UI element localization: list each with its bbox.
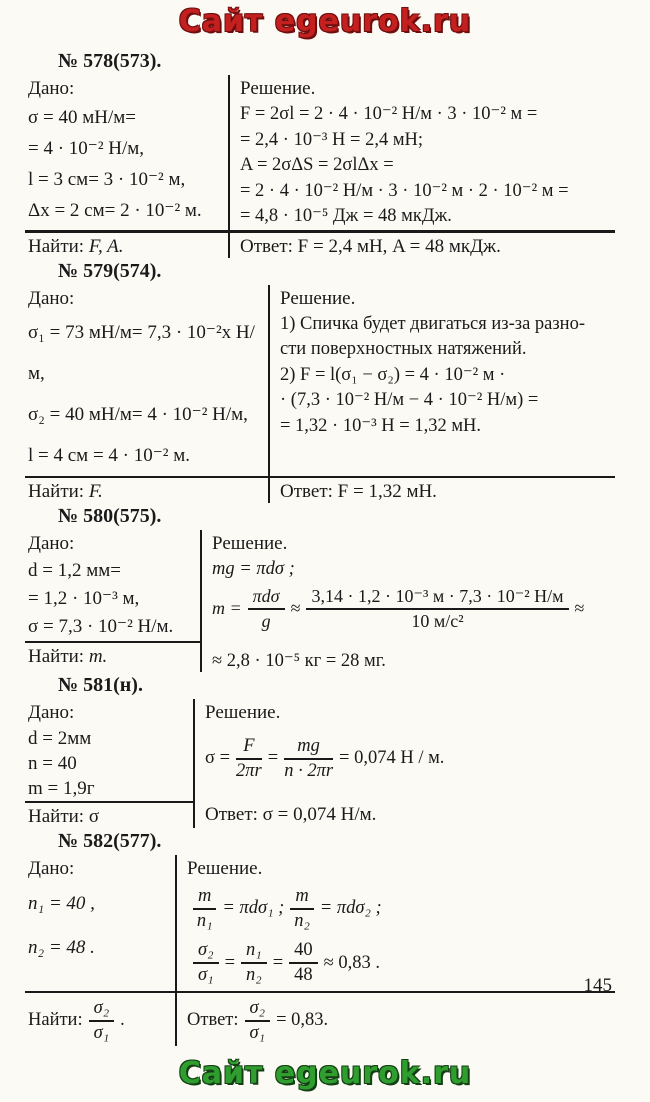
- solution-line: mg = πdσ ;: [212, 558, 295, 579]
- problem-title: № 582(577).: [58, 829, 162, 852]
- given-line: Δx = 2 см= 2 · 10⁻² м.: [28, 200, 202, 221]
- find-cell: [25, 478, 268, 503]
- approx-sign: ≈: [574, 598, 585, 619]
- solution-line: 2) F = l(σ₁ − σ₂) = 4 · 10⁻² м ·: [280, 364, 506, 385]
- problem-578: [0, 48, 650, 258]
- otvet-label: Ответ:: [187, 1010, 239, 1031]
- fraction: [245, 998, 271, 1045]
- find-cell: [25, 641, 200, 672]
- dano-label: Дано:: [28, 701, 75, 723]
- fraction-numerator: m: [290, 886, 313, 910]
- answer-value: σ = 0,074 Н/м.: [262, 803, 377, 825]
- solution-line: F = 2σl = 2 · 4 · 10⁻² Н/м · 3 · 10⁻² м =: [240, 104, 538, 124]
- equation-result: = 0,074 H / м.: [339, 748, 445, 769]
- answer-cell: [193, 801, 615, 828]
- reshenie-label: Решение.: [280, 287, 356, 309]
- solution-line: сти поверхностных натяжений.: [280, 339, 527, 359]
- given-line: σ = 40 мН/м=: [28, 107, 136, 128]
- fraction: [290, 886, 313, 933]
- solution-column: [175, 855, 650, 991]
- given-line: d = 1,2 мм=: [28, 559, 121, 581]
- answer-cell: [175, 993, 615, 1047]
- problem-footer: [25, 641, 615, 672]
- given-line: = 1,2 · 10⁻³ м,: [28, 587, 140, 609]
- equals-sign: =: [272, 952, 284, 973]
- solution-line: = 2 · 4 · 10⁻² Н/м · 3 · 10⁻² м · 2 · 10⁻² м =: [240, 180, 569, 201]
- solution-line: · (7,3 · 10⁻² Н/м − 4 · 10⁻² Н/м) =: [280, 390, 539, 410]
- problem-body: [0, 530, 650, 641]
- find-value: F.: [88, 480, 103, 502]
- fraction: [236, 736, 262, 783]
- fraction: [284, 736, 333, 783]
- answer-cell: [268, 478, 615, 503]
- given-line: m = 1,9г: [28, 777, 95, 799]
- reshenie-label: Решение.: [187, 857, 263, 879]
- fraction-denominator: g: [261, 610, 271, 631]
- find-line: [28, 996, 175, 1047]
- solution-column: [200, 530, 650, 641]
- fraction-numerator: σ₂: [245, 998, 271, 1022]
- period: .: [120, 1010, 125, 1031]
- problem-title: № 579(574).: [58, 259, 162, 282]
- solution-fraction-line: [187, 936, 650, 991]
- problem-body: [0, 75, 650, 230]
- naiti-label: Найти:: [28, 1010, 83, 1031]
- solution-fraction-line: [205, 726, 650, 787]
- solution-line: A = 2σΔS = 2σlΔx =: [240, 155, 394, 175]
- given-column: [0, 530, 200, 641]
- fraction-numerator: n₁: [241, 940, 267, 964]
- find-value: m.: [88, 645, 108, 667]
- answer-cell: [228, 233, 615, 258]
- problem-580: [0, 503, 650, 672]
- fraction-denominator: n₁: [196, 910, 213, 931]
- solution-line: 1) Спичка будет двигаться из-за разно-: [280, 313, 585, 334]
- problem-579: [0, 258, 650, 503]
- problem-581: [0, 672, 650, 828]
- equals-sign: =: [224, 952, 235, 973]
- problem-body: [0, 699, 650, 801]
- otvet-label: Ответ:: [280, 480, 333, 502]
- naiti-label: Найти:: [28, 805, 85, 827]
- given-column: [0, 855, 175, 991]
- dano-label: Дано:: [28, 287, 75, 309]
- fraction-numerator: πdσ: [248, 586, 285, 610]
- site-watermark-top: Сайт egeurok.ru: [178, 4, 472, 39]
- given-line: σ = 7,3 · 10⁻² Н/м.: [28, 615, 174, 637]
- find-cell: [25, 993, 175, 1047]
- equation-lhs: m =: [212, 598, 242, 619]
- problem-footer: [25, 801, 615, 828]
- fraction-denominator: σ₁: [249, 1022, 266, 1043]
- fraction-numerator: F: [236, 736, 262, 760]
- solution-fraction-line: [212, 582, 650, 635]
- given-line: l = 4 см = 4 · 10⁻² м.: [28, 444, 190, 466]
- fraction-denominator: σ₁: [93, 1022, 110, 1043]
- approx-sign: ≈: [290, 598, 301, 619]
- fraction-numerator: σ₂: [193, 940, 219, 964]
- find-cell: [25, 801, 193, 828]
- naiti-label: Найти:: [28, 235, 85, 257]
- equals-sign: =: [267, 748, 279, 769]
- fraction-denominator: σ₁: [198, 965, 214, 986]
- fraction-numerator: mg: [284, 736, 333, 760]
- dano-label: Дано:: [28, 857, 75, 879]
- given-column: [0, 699, 193, 801]
- equation-text: = πdσ₂ ;: [319, 898, 382, 919]
- solution-line: ≈ 2,8 · 10⁻⁵ кг = 28 мг.: [212, 650, 386, 671]
- fraction-denominator: 48: [294, 965, 313, 986]
- problem-title: № 580(575).: [58, 504, 162, 527]
- fraction-numerator: σ₂: [89, 998, 115, 1022]
- given-column: [0, 285, 268, 476]
- solution-column: [268, 285, 650, 476]
- given-line: = 4 · 10⁻² Н/м,: [28, 138, 145, 159]
- fraction: [248, 586, 285, 631]
- answer-value: F = 1,32 мН.: [337, 480, 437, 502]
- given-line: σ₂ = 40 мН/м= 4 · 10⁻² Н/м,: [28, 403, 248, 425]
- fraction-denominator: n₂: [246, 965, 262, 986]
- solution-column: [193, 699, 650, 801]
- find-value: σ: [88, 805, 100, 827]
- equation-text: = πdσ₁ ;: [222, 898, 285, 919]
- page-number: 145: [583, 975, 612, 996]
- answer-line: [187, 996, 615, 1047]
- naiti-label: Найти:: [28, 645, 85, 667]
- fraction: [89, 998, 115, 1045]
- equation-lhs: σ =: [205, 748, 231, 769]
- equation-result: ≈ 0,83 .: [323, 952, 381, 973]
- fraction-denominator: n₂: [294, 910, 310, 931]
- given-line: l = 3 см= 3 · 10⁻² м,: [28, 169, 186, 190]
- otvet-label: Ответ:: [240, 235, 293, 257]
- given-line: n₁ = 40 ,: [28, 892, 95, 914]
- fraction-denominator: n · 2πr: [284, 760, 334, 781]
- reshenie-label: Решение.: [212, 532, 288, 554]
- fraction: [193, 940, 219, 987]
- dano-label: Дано:: [28, 78, 75, 99]
- naiti-label: Найти:: [28, 480, 85, 502]
- reshenie-label: Решение.: [205, 701, 281, 723]
- answer-value: F = 2,4 мН, A = 48 мкДж.: [297, 235, 501, 257]
- fraction-denominator: 2πr: [236, 760, 262, 781]
- problem-footer: [25, 991, 615, 1047]
- problem-582: [0, 828, 650, 1047]
- dano-label: Дано:: [28, 532, 75, 554]
- solution-line: = 2,4 · 10⁻³ Н = 2,4 мН;: [240, 129, 424, 150]
- fraction-denominator: 10 м/с²: [411, 610, 464, 631]
- solution-line: = 4,8 · 10⁻⁵ Дж = 48 мкДж.: [240, 206, 452, 226]
- solution-continuation: [200, 641, 615, 672]
- site-watermark-bottom: Сайт egeurok.ru: [178, 1056, 472, 1092]
- problem-title: № 581(н).: [58, 673, 143, 696]
- problem-footer: [25, 476, 615, 503]
- reshenie-label: Решение.: [240, 78, 316, 99]
- fraction: [306, 586, 568, 631]
- given-line: n = 40: [28, 752, 77, 774]
- problem-body: [0, 855, 650, 991]
- find-value: F, A.: [88, 235, 124, 257]
- fraction: [289, 940, 318, 987]
- answer-value: = 0,83.: [276, 1010, 329, 1031]
- find-cell: [25, 233, 228, 258]
- fraction: [193, 886, 216, 933]
- solution-column: [228, 75, 650, 230]
- given-column: [0, 75, 228, 230]
- solution-fraction-line: [187, 882, 650, 937]
- problem-body: [0, 285, 650, 476]
- given-line: σ₁ = 73 мН/м= 7,3 · 10⁻²х Н/м,: [28, 321, 255, 384]
- otvet-label: Ответ:: [205, 803, 258, 825]
- given-line: n₂ = 48 .: [28, 936, 95, 958]
- fraction-numerator: m: [193, 886, 216, 910]
- fraction-numerator: 3,14 · 1,2 · 10⁻³ м · 7,3 · 10⁻² Н/м: [306, 586, 568, 610]
- problem-footer: [25, 230, 615, 258]
- given-line: d = 2мм: [28, 727, 92, 749]
- fraction-numerator: 40: [289, 940, 318, 964]
- fraction: [241, 940, 267, 987]
- solution-line: = 1,32 · 10⁻³ Н = 1,32 мН.: [280, 415, 482, 436]
- problem-title: № 578(573).: [58, 50, 162, 72]
